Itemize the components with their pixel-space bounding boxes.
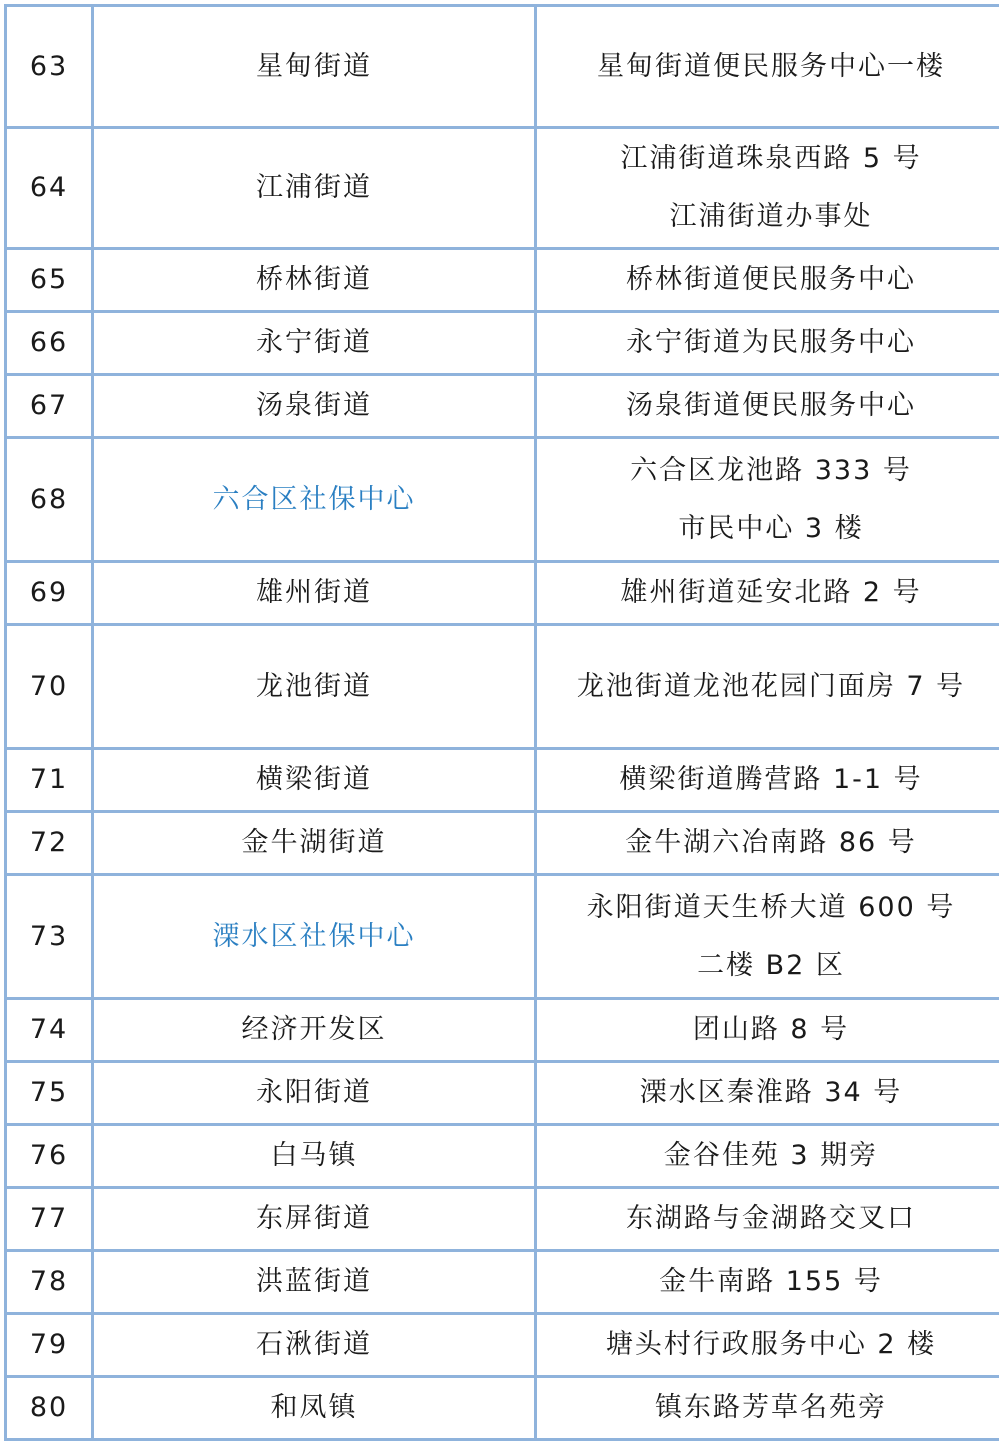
location-name: 永阳街道 xyxy=(93,1062,536,1125)
table-row xyxy=(6,375,999,438)
table-row xyxy=(6,562,999,625)
table-row xyxy=(6,1062,999,1125)
address-line: 六合区龙池路 333 号 xyxy=(630,454,912,486)
row-number: 72 xyxy=(6,812,93,875)
location-name: 金牛湖街道 xyxy=(93,812,536,875)
address-line: 汤泉街道便民服务中心 xyxy=(626,390,916,421)
address-line: 雄州街道延安北路 2 号 xyxy=(620,577,922,608)
location-address xyxy=(536,625,999,749)
row-number: 77 xyxy=(6,1188,93,1251)
address-line: 金谷佳苑 3 期旁 xyxy=(663,1140,879,1171)
service-location-table xyxy=(4,4,999,1441)
table-row xyxy=(6,749,999,812)
address-line: 金牛湖六冶南路 86 号 xyxy=(625,827,917,858)
location-name: 星甸街道 xyxy=(93,6,536,128)
address-line: 金牛南路 155 号 xyxy=(659,1266,883,1297)
row-number: 63 xyxy=(6,6,93,128)
address-line: 镇东路芳草名苑旁 xyxy=(655,1392,887,1423)
location-address xyxy=(536,1251,999,1314)
table-row xyxy=(6,1188,999,1251)
row-number: 78 xyxy=(6,1251,93,1314)
location-name: 经济开发区 xyxy=(93,999,536,1062)
location-address xyxy=(536,1188,999,1251)
row-number: 65 xyxy=(6,249,93,312)
table-row xyxy=(6,249,999,312)
row-number: 79 xyxy=(6,1314,93,1377)
address-line: 江浦街道珠泉西路 5 号 xyxy=(620,143,922,174)
location-address xyxy=(536,812,999,875)
row-number: 64 xyxy=(6,128,93,249)
address-line: 塘头村行政服务中心 2 楼 xyxy=(605,1329,937,1360)
address-line: 东湖路与金湖路交叉口 xyxy=(626,1203,916,1234)
address-line: 团山路 8 号 xyxy=(692,1014,850,1045)
location-name: 横梁街道 xyxy=(93,749,536,812)
address-line: 永阳街道天生桥大道 600 号 xyxy=(586,891,956,923)
row-number: 67 xyxy=(6,375,93,438)
location-name: 雄州街道 xyxy=(93,562,536,625)
table-row xyxy=(6,1314,999,1377)
location-address xyxy=(536,1377,999,1440)
location-address xyxy=(536,1062,999,1125)
location-name: 江浦街道 xyxy=(93,128,536,249)
location-name: 汤泉街道 xyxy=(93,375,536,438)
address-line: 二楼 B2 区 xyxy=(697,949,845,981)
location-address xyxy=(536,1125,999,1188)
table-row xyxy=(6,438,999,562)
location-address xyxy=(536,875,999,999)
location-address xyxy=(536,749,999,812)
location-name: 白马镇 xyxy=(93,1125,536,1188)
row-number: 66 xyxy=(6,312,93,375)
table-row xyxy=(6,625,999,749)
location-name: 龙池街道 xyxy=(93,625,536,749)
address-line: 桥林街道便民服务中心 xyxy=(626,264,916,295)
table-row xyxy=(6,875,999,999)
table-row xyxy=(6,312,999,375)
location-address xyxy=(536,6,999,128)
row-number: 68 xyxy=(6,438,93,562)
table-row xyxy=(6,812,999,875)
location-address xyxy=(536,1314,999,1377)
address-line: 横梁街道腾营路 1-1 号 xyxy=(619,764,923,795)
table-row xyxy=(6,128,999,249)
address-line: 江浦街道办事处 xyxy=(669,201,873,232)
address-line: 星甸街道便民服务中心一楼 xyxy=(597,50,945,82)
address-line: 溧水区秦淮路 34 号 xyxy=(639,1077,903,1108)
location-name: 桥林街道 xyxy=(93,249,536,312)
row-number: 76 xyxy=(6,1125,93,1188)
row-number: 74 xyxy=(6,999,93,1062)
row-number: 73 xyxy=(6,875,93,999)
location-name: 永宁街道 xyxy=(93,312,536,375)
location-name: 和凤镇 xyxy=(93,1377,536,1440)
location-address xyxy=(536,128,999,249)
address-line: 永宁街道为民服务中心 xyxy=(626,327,916,358)
row-number: 80 xyxy=(6,1377,93,1440)
location-address xyxy=(536,438,999,562)
row-number: 70 xyxy=(6,625,93,749)
location-name: 石湫街道 xyxy=(93,1314,536,1377)
location-name: 洪蓝街道 xyxy=(93,1251,536,1314)
row-number: 75 xyxy=(6,1062,93,1125)
social-security-center-name: 溧水区社保中心 xyxy=(93,875,536,999)
address-line: 市民中心 3 楼 xyxy=(678,512,864,544)
social-security-center-name: 六合区社保中心 xyxy=(93,438,536,562)
table-row xyxy=(6,6,999,128)
row-number: 71 xyxy=(6,749,93,812)
row-number: 69 xyxy=(6,562,93,625)
location-address xyxy=(536,312,999,375)
address-line: 龙池街道龙池花园门面房 7 号 xyxy=(576,670,966,702)
table-row xyxy=(6,1125,999,1188)
table-row xyxy=(6,999,999,1062)
location-address xyxy=(536,999,999,1062)
location-name: 东屏街道 xyxy=(93,1188,536,1251)
location-address xyxy=(536,249,999,312)
location-address xyxy=(536,375,999,438)
table-body xyxy=(6,6,999,1440)
location-address xyxy=(536,562,999,625)
table-row xyxy=(6,1251,999,1314)
table-row xyxy=(6,1377,999,1440)
